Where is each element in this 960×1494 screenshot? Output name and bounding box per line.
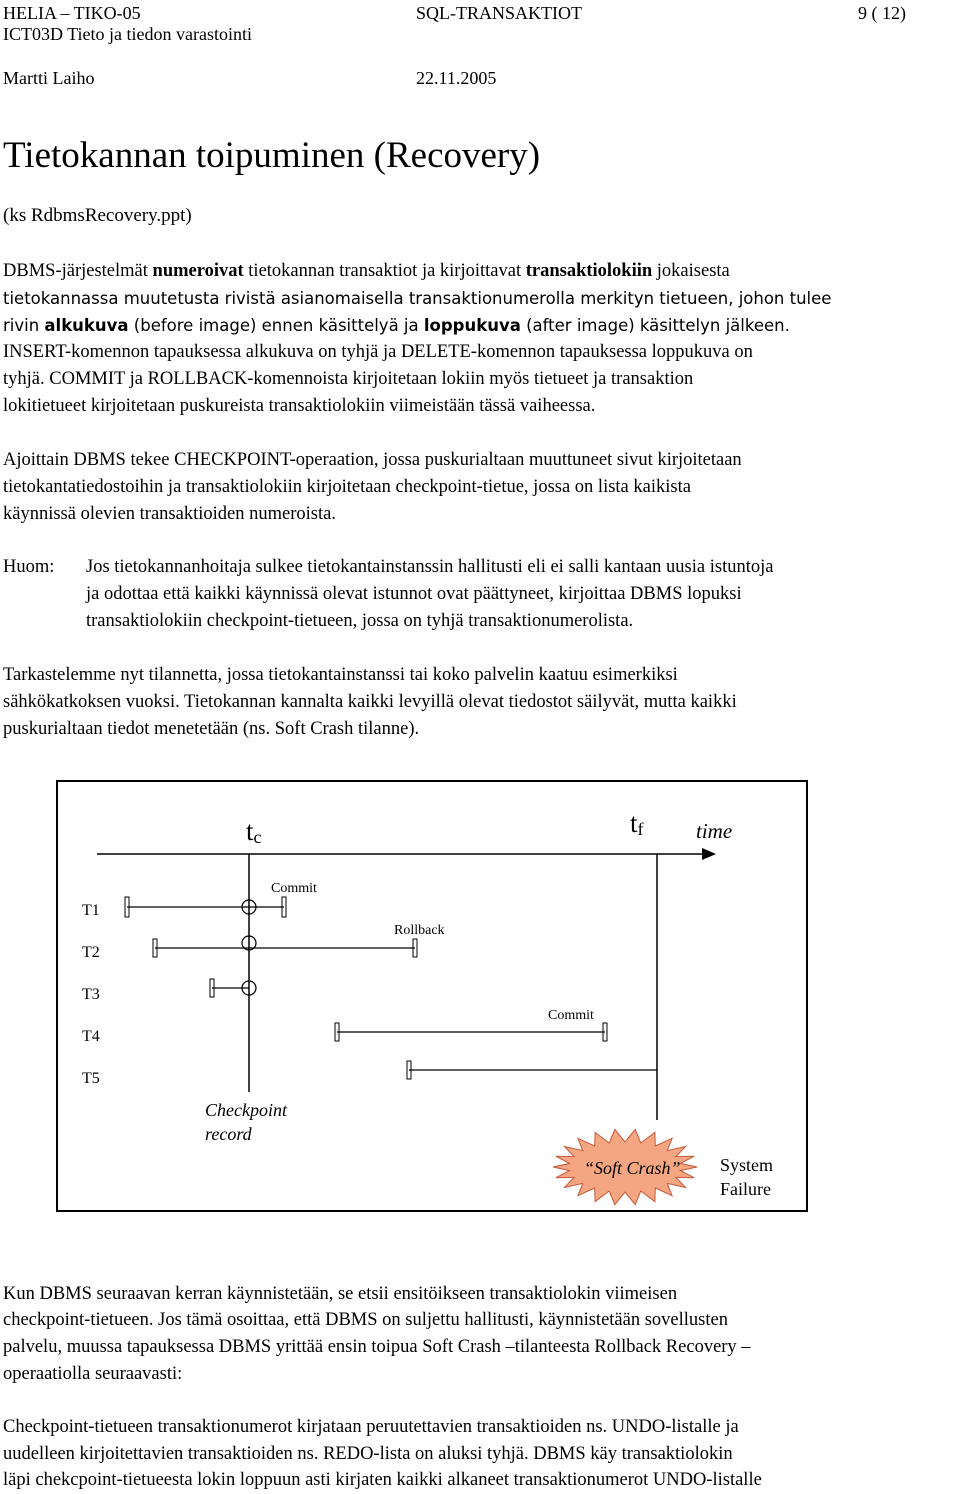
p1-line-4: INSERT-komennon tapauksessa alkukuva on tyhjä ja DELETE-komennon tapauksessa loppukuva on <box>3 342 753 362</box>
transaction-label-t2: T2 <box>82 944 100 961</box>
header-page-number: 9 ( 12) <box>858 3 906 23</box>
p1-line-6: lokitietueet kirjoitetaan puskureista transaktiolokiin viimeistään tässä vaiheessa. <box>3 396 596 416</box>
tf-label: tf <box>630 808 644 839</box>
p2-line-3: käynnissä olevien transaktioiden numeroista. <box>3 504 336 524</box>
tc-label: tc <box>246 816 262 847</box>
soft-crash-label: “Soft Crash” <box>584 1158 681 1178</box>
transaction-bar-t4 <box>335 1023 607 1041</box>
transaction-label-t1: T1 <box>82 902 100 919</box>
header-course: ICT03D Tieto ja tiedon varastointi <box>3 24 252 44</box>
transaction-bar-t1 <box>125 897 286 917</box>
transaction-bar-t2 <box>153 936 417 957</box>
note-line-1: Jos tietokannanhoitaja sulkee tietokantainstanssin hallitusti eli ei salli kantaan uusia istuntoja <box>86 557 774 577</box>
header-author: Martti Laiho <box>3 68 95 88</box>
recovery-diagram-svg <box>58 782 806 1210</box>
header-org: HELIA – TIKO-05 <box>3 3 141 23</box>
commit-label-2: Commit <box>548 1008 594 1023</box>
system-failure-label-2: Failure <box>720 1179 771 1199</box>
transaction-label-t4: T4 <box>82 1028 100 1045</box>
note-line-3: transaktiolokiin checkpoint-tietueen, jossa on tyhjä transaktionumerolista. <box>86 611 634 631</box>
p4-line-3: palvelu, muussa tapauksessa DBMS yrittää ensin toipua Soft Crash –tilanteesta Rollback Recovery – <box>3 1337 751 1357</box>
page-title: Tietokannan toipuminen (Recovery) <box>3 135 541 176</box>
commit-label-1: Commit <box>271 881 317 896</box>
p4-line-1: Kun DBMS seuraavan kerran käynnistetään, se etsii ensitöikseen transaktiolokin viimeisen <box>3 1284 678 1304</box>
p1-line-3: rivin alkukuva (before image) ennen käsittelyä ja loppukuva (after image) käsittelyn jälkeen. <box>3 316 790 335</box>
checkpoint-record-label-2: record <box>205 1124 252 1144</box>
transaction-bar-t5 <box>407 1061 657 1079</box>
note-line-2: ja odottaa että kaikki käynnissä olevat istunnot ovat päättyneet, kirjoittaa DBMS lopuksi <box>86 584 742 604</box>
page-subtitle: (ks RdbmsRecovery.ppt) <box>3 205 192 226</box>
p2-line-1: Ajoittain DBMS tekee CHECKPOINT-operaation, jossa puskurialtaan muuttuneet sivut kirjoitetaan <box>3 450 742 470</box>
p1-line-2: tietokannassa muutetusta rivistä asianomaisella transaktionumerolla merkityn tietueen, johon tulee <box>3 289 832 308</box>
p3-line-3: puskurialtaan tiedot menetetään (ns. Soft Crash tilanne). <box>3 719 420 739</box>
transaction-label-t3: T3 <box>82 986 100 1003</box>
p4-line-2: checkpoint-tietueen. Jos tämä osoittaa, että DBMS on suljettu hallitusti, käynnistetään sovellusten <box>3 1310 728 1330</box>
rollback-label: Rollback <box>394 923 445 938</box>
system-failure-label-1: System <box>720 1155 774 1175</box>
p3-line-2: sähkökatkoksen vuoksi. Tietokannan kannalta kaikki levyillä olevat tiedostot säilyvät, mutta kaikki <box>3 692 737 712</box>
time-label: time <box>696 819 733 843</box>
note-label: Huom: <box>3 557 55 577</box>
recovery-diagram <box>56 780 808 1212</box>
header-date: 22.11.2005 <box>416 68 497 88</box>
header-doc-title: SQL-TRANSAKTIOT <box>416 3 582 23</box>
p3-line-1: Tarkastelemme nyt tilannetta, jossa tietokantainstanssi tai koko palvelin kaatuu esimerkiksi <box>3 665 678 685</box>
p1-line-1: DBMS-järjestelmät numeroivat tietokannan transaktiot ja kirjoittavat transaktiolokiin jokaisesta <box>3 261 730 281</box>
p1-line-5: tyhjä. COMMIT ja ROLLBACK-komennoista kirjoitetaan lokiin myös tietueet ja transaktion <box>3 369 694 389</box>
time-axis-arrow <box>702 848 716 860</box>
p2-line-2: tietokantatiedostoihin ja transaktiolokiin kirjoitetaan checkpoint-tietue, jossa on lista kaikista <box>3 477 691 497</box>
checkpoint-record-label-1: Checkpoint <box>205 1100 287 1120</box>
p5-line-1: Checkpoint-tietueen transaktionumerot kirjataan peruutettavien transaktioiden ns. UNDO-listalle ja <box>3 1417 739 1437</box>
p5-line-2: uudelleen kirjoitettavien transaktioiden ns. REDO-lista on aluksi tyhjä. DBMS käy transaktiolokin <box>3 1444 733 1464</box>
p5-line-3: läpi chekcpoint-tietueesta lokin loppuun asti kirjaten kaikki alkaneet transaktionumerot UNDO-listalle <box>3 1470 762 1490</box>
transaction-label-t5: T5 <box>82 1070 100 1087</box>
p4-line-4: operaatiolla seuraavasti: <box>3 1364 183 1384</box>
